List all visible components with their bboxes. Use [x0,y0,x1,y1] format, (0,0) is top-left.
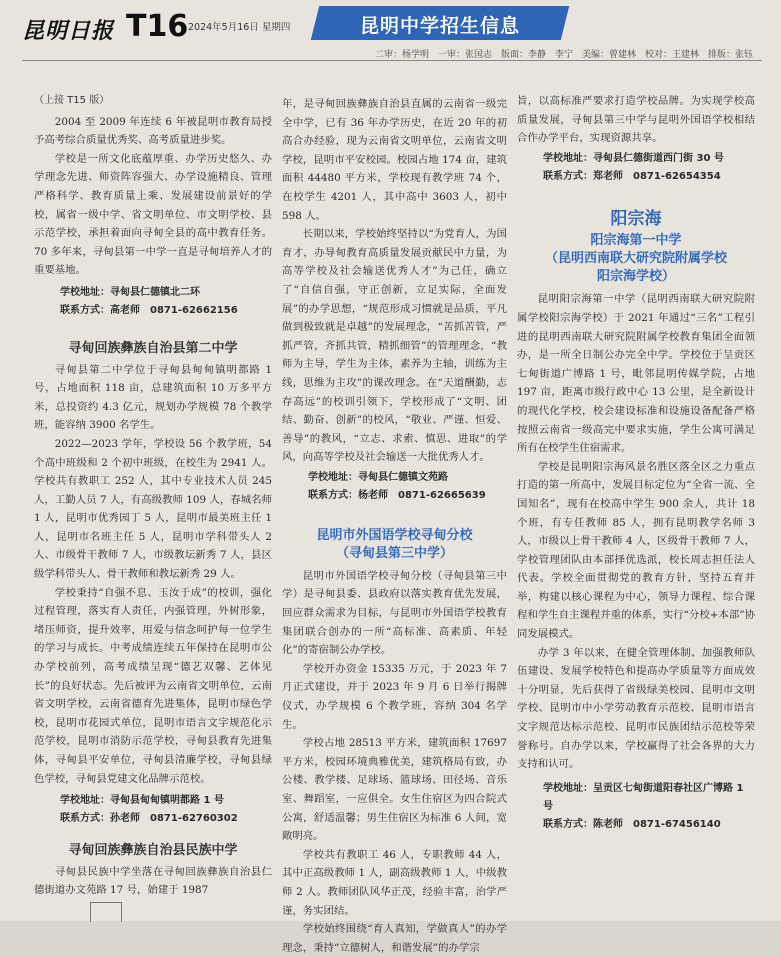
district-title: 阳宗海 [610,208,662,229]
paragraph: 办学 3 年以来，在健全管理体制、加强教师队伍建设、发展学校特色和提高办学质量等方面成效十分明显，先后获得了省级绿美校园、昆明市文明学校、昆明市中小学劳动教育示范校、昆明市语言文字规范达标示范校、昆明市民族团结示范校等荣誉称号。自办学以来，学校赢得了社会各界的大力支持和认可。 [517,646,755,771]
school-title-line: （昆明西南联大研究院附属学校 [544,251,727,267]
corner-box [90,902,122,922]
paragraph: 昆明市外国语学校寻甸分校（寻甸县第三中学）是寻甸县委、县政府以落实教育优先发展，回应群众需求为目标，与昆明市外国语学校教育集团联合创办的一所“高标准、高素质、年轻化”的寄宿制公办学校。 [282,569,507,657]
continued-marker: （上接 T15 版） [34,95,110,106]
section-title: 昆明中学招生信息 [359,15,520,37]
paragraph: 寻甸县第二中学位于寻甸县甸甸镇明都路 1 号，占地面积 118 亩，总建筑面积 10 万多平方米，总投资约 4.3 亿元，规划办学规模 78 个教学班，能容纳 3900 名学生。 [34,363,272,432]
issue-date: 2024年5月16日 星期四 [188,22,291,33]
school-title [517,232,755,286]
school-address: 学校地址：呈贡区七甸街道阳春社区广博路 1 号 [543,782,744,812]
school-title: 寻甸回族彝族自治县第二中学 [68,340,238,356]
school-contact: 联系方式：陈老师 0871-67456140 [543,818,721,830]
paragraph: 2004 至 2009 年连续 6 年被昆明市教育局授予高考综合质量优秀奖、高考质量进步奖。 [34,115,272,147]
paragraph: 长期以来，学校始终坚持以“为党育人，为国育才，办导甸教育高质量发展贡献民中力量，为高等学校及社会输送优秀人才”为己任，确立了“自信自强，守正创新，立足实际，全面发展”的办学思想，“规范形成习惯就是品质，平凡做到极致就是卓越”的发展理念，“苦抓苦管，严抓严管，齐抓共管，精抓细管”的管理理念，“教师为主导，学生为主体，素养为主轴，训练为主线，思维为主攻”的课改理念。在“天道酬勤，志存高远”的校训引领下，学校形成了“文明、团结、勤奋、创新”的校风，“敬业、严谨、恒爱、善导”的教风，“立志、求索、慎思、进取”的学风，向高等学校及社会输送一大批优秀人才。 [282,228,507,464]
school-title-line: （寻甸县第三中学） [335,545,453,561]
column-middle [282,95,507,957]
paragraph: 学校共有教职工 46 人，专职教师 44 人，其中正高级教师 1 人，副高级教师 1 人，中级教师 2 人。教师团队风华正茂，经验丰富，治学严谨，务实团结。 [282,848,507,917]
page-number: T16 [126,9,189,44]
school-title-line: 阳宗海学校） [596,269,675,285]
paragraph: 年，是寻甸回族彝族自治县直属的云南省一级完全中学，已有 36 年办学历史，在近 20 年的初高合办经验，现为云南省文明单位，云南省文明学校，昆明市平安校园。校园占地 174 亩，建筑面积 44480 平方米，学校现有教学班 74 个，在校学生 4201 人，其中高中 3603 人，初中 598 人。 [282,98,507,222]
paper-logo: 昆明日报 [22,18,115,44]
paragraph: 旨，以高标准严要求打造学校品牌。为实现学校高质量发展，寻甸县第三中学与昆明外国语学校相结合作办学平台，实现资源共享。 [517,95,755,145]
school-contact: 联系方式：孙老师 0871-62760302 [60,813,238,825]
school-title [282,527,507,563]
school-contact: 联系方式：杨老师 0871-62665639 [308,489,486,501]
paragraph: 2022—2023 学年，学校设 56 个教学班，54 个高中班级和 2 个初中班级，在校生为 2941 人。学校共有教职工 252 人，其中专业技术人员 245 人，工勤人员 7 人，有高级教师 109 人，春城名师 1 人，昆明市优秀园丁 5 人，昆明市最美班主任 1 人，昆明市名班主任 5 人，昆明市学科带头人 2 人、市级骨干教师 7 人，市级教坛新秀 7 人，县区级学科带头人、骨干教师和教坛新秀 29 人。 [34,437,272,581]
school-address: 学校地址：寻甸县仁德镇北二环 [60,286,200,298]
editor-credits: 二审：杨学明 一审：张国志 版面：李静 李宁 美编：曾建林 校对：王建林 排版：张钰 [374,50,753,60]
school-address: 学校地址：寻甸县仁德街道西门街 30 号 [543,152,724,164]
paragraph: 学校是一所文化底蕴厚重、办学历史悠久、办学理念先进、师资阵容强大、办学设施精良、管理严格科学、教育质量上乘、发展建设前景好的学校，属省一级中学、省文明单位、市文明学校、县示范学校，承担着面向寻甸全县的高中教育任务。70 多年来，寻甸县第一中学一直是寻甸培养人才的重要基地。 [34,152,272,277]
paragraph: 学校是昆明阳宗海风景名胜区落全区之力重点打造的第一所高中，发展目标定位为“全省一流、全国知名”，现有在校高中学生 900 余人，共计 18 个班，有专任教师 85 人，拥有昆明教学名师 3 人，市级以上骨干教师 4 人，区级骨干教师 7 人，学校管理团队由本部择优选派，校长周志担任法人代表。学校全面贯彻党的教育方针，坚持五育并举，构建以核心课程为中心，领导力课程、综合课程和学生自主课程并重的体系，实行“分校+本部”协同发展模式。 [517,460,755,641]
paragraph: 学校秉持“自强不息、玉汝于成”的校训，强化过程管理，落实育人责任，内强管理，外树形象，堵压师资，提升效率，用爱与信念呵护每一位学生的学习与成长。中考成绩连续五年保持在昆明市公办学校前列，高考成绩呈现“德艺双馨、艺体见长”的良好状态。先后被评为云南省文明单位，云南省文明学校，云南省德育先进集体，昆明市绿色学校，昆明市花园式单位，昆明市语言文字规范化示范学校，昆明市消防示范学校，寻甸县教育先进集体，寻甸县平安单位，寻甸县清廉学校，寻甸县绿色学校，寻甸县党建文化品牌示范校。 [34,586,272,785]
school-title-line: 阳宗海第一中学 [590,233,682,249]
paragraph: 学校开办资金 15335 万元，于 2023 年 7 月正式建设，并于 2023 年 9 月 6 日举行揭牌仪式，办学规模 6 个教学班，容纳 304 名学生。 [282,662,507,731]
column-left [34,92,272,900]
school-contact: 联系方式：高老师 0871-62662156 [60,304,238,316]
school-contact: 联系方式：郑老师 0871-62654354 [543,170,721,182]
school-address: 学校地址：寻甸县甸甸镇明都路 1 号 [60,795,224,807]
school-title-line: 昆明市外国语学校寻甸分校 [316,527,473,543]
paragraph: 学校占地 28513 平方米，建筑面积 17697 平方米，校园环境典雅优美，建筑格局有致，办公楼、教学楼、足球场、篮球场、田径场、音乐室、舞蹈室，一应俱全。女生住宿区为四合院式公寓，舒适温馨；男生住宿区为标准 6 人间，宽敞明亮。 [282,737,507,843]
column-right [517,92,755,834]
school-title: 寻甸回族彝族自治县民族中学 [68,843,238,859]
masthead [0,0,781,44]
paragraph: 昆明阳宗海第一中学（昆明西南联大研究院附属学校阳宗海学校）于 2021 年通过“三名”工程引进的昆明西南联大研究院附属学校教育集团全面领办，是一所全日制公办完全中学。学校位于呈贡区七甸街道广博路 1 号，毗邻昆明传媒学院，占地 197 亩，距离市级行政中心 13 公里，是全新设计的现代化学校，校会建设标准和设施设备配备严格按照云南省一级高完中要求实施，学生公寓可满足所有在校学生住宿需求。 [517,293,755,455]
paragraph: 寻甸县民族中学坐落在寻甸回族彝族自治县仁德街道办文苑路 17 号，始建于 1987 [34,865,272,897]
school-address: 学校地址：寻甸县仁德镇文苑路 [308,471,448,483]
paragraph: 学校始终围绕“育人真知，学做真人”的办学理念，秉持“立德树人，和谐发展”的办学宗 [282,923,507,954]
header-divider [22,60,762,61]
